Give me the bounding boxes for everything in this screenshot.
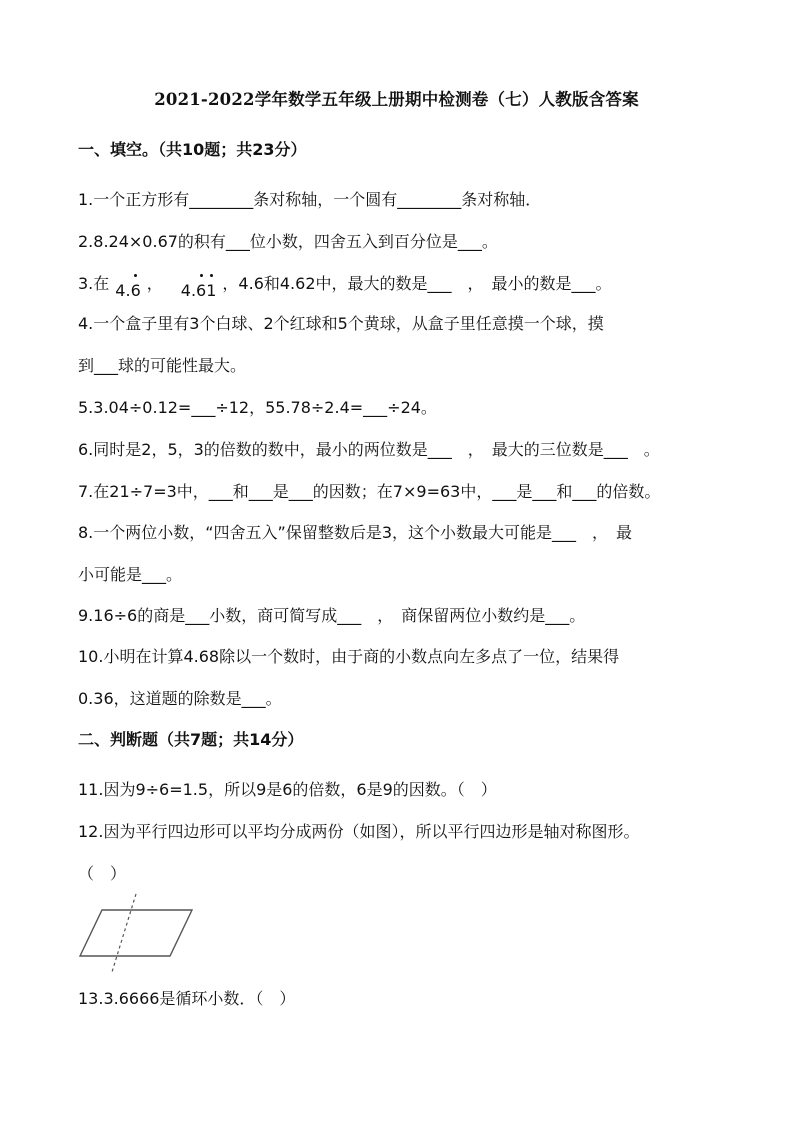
question-3-sep: ， bbox=[146, 274, 163, 293]
section-heading-true-false: 二、判断题（共7题；共14分） bbox=[78, 730, 304, 749]
question-11: 11.因为9÷6=1.5，所以9是6的倍数，6是9的因数。（ ） bbox=[78, 780, 497, 799]
question-1: 1.一个正方形有________条对称轴，一个圆有________条对称轴． bbox=[78, 190, 542, 209]
question-3-prefix: 3.在 bbox=[78, 274, 110, 293]
question-4-line-2: 到___球的可能性最大。 bbox=[78, 356, 247, 375]
question-5: 5.3.04÷0.12=___÷12，55.78÷2.4=___÷24。 bbox=[78, 398, 437, 417]
question-10-line-1: 10.小明在计算4.68除以一个数时，由于商的小数点向左多点了一位，结果得 bbox=[78, 647, 620, 666]
repeat-dot: 6 bbox=[196, 281, 207, 300]
question-8-line-2: 小可能是___。 bbox=[78, 565, 183, 584]
question-12-line-1: 12.因为平行四边形可以平均分成两份（如图），所以平行四边形是轴对称图形。 bbox=[78, 822, 640, 841]
question-10-line-2: 0.36，这道题的除数是___。 bbox=[78, 689, 282, 708]
question-7: 7.在21÷7=3中，___和___是___的因数；在7×9=63中，___是___和___的倍数。 bbox=[78, 482, 661, 501]
question-3-suffix: ，4.6和4.62中，最大的数是___ ， 最小的数是___。 bbox=[222, 274, 612, 293]
parallelogram-shape bbox=[80, 910, 192, 956]
repeat-dot: 6 bbox=[130, 281, 141, 300]
section-heading-fill-in: 一、填空。（共10题；共23分） bbox=[78, 140, 307, 159]
parallelogram-figure bbox=[78, 892, 198, 972]
parallelogram-diagram bbox=[78, 892, 198, 972]
recurring-decimal-2: 4.61 bbox=[180, 281, 217, 300]
question-13: 13.3.6666是循环小数．（ ） bbox=[78, 989, 296, 1008]
page-title: 2021-2022学年数学五年级上册期中检测卷（七）人教版含答案 bbox=[154, 90, 639, 109]
question-2: 2.8.24×0.67的积有___位小数，四舍五入到百分位是___。 bbox=[78, 232, 498, 251]
question-4-line-1: 4.一个盒子里有3个白球、2个红球和5个黄球，从盒子里任意摸一个球，摸 bbox=[78, 314, 604, 333]
question-9: 9.16÷6的商是___小数，商可简写成___ ， 商保留两位小数约是___。 bbox=[78, 606, 586, 625]
question-8-line-1: 8.一个两位小数，“四舍五入”保留整数后是3，这个小数最大可能是___ ， 最 bbox=[78, 523, 633, 542]
repeat-dot: 1 bbox=[206, 281, 217, 300]
recurring-decimal-1: 4.6 bbox=[115, 281, 141, 300]
question-12-line-2: （ ） bbox=[78, 864, 127, 883]
question-3 bbox=[78, 271, 612, 300]
dividing-line bbox=[112, 894, 136, 972]
question-6: 6.同时是2，5，3的倍数的数中，最小的两位数是___ ， 最大的三位数是___ 。 bbox=[78, 440, 660, 459]
